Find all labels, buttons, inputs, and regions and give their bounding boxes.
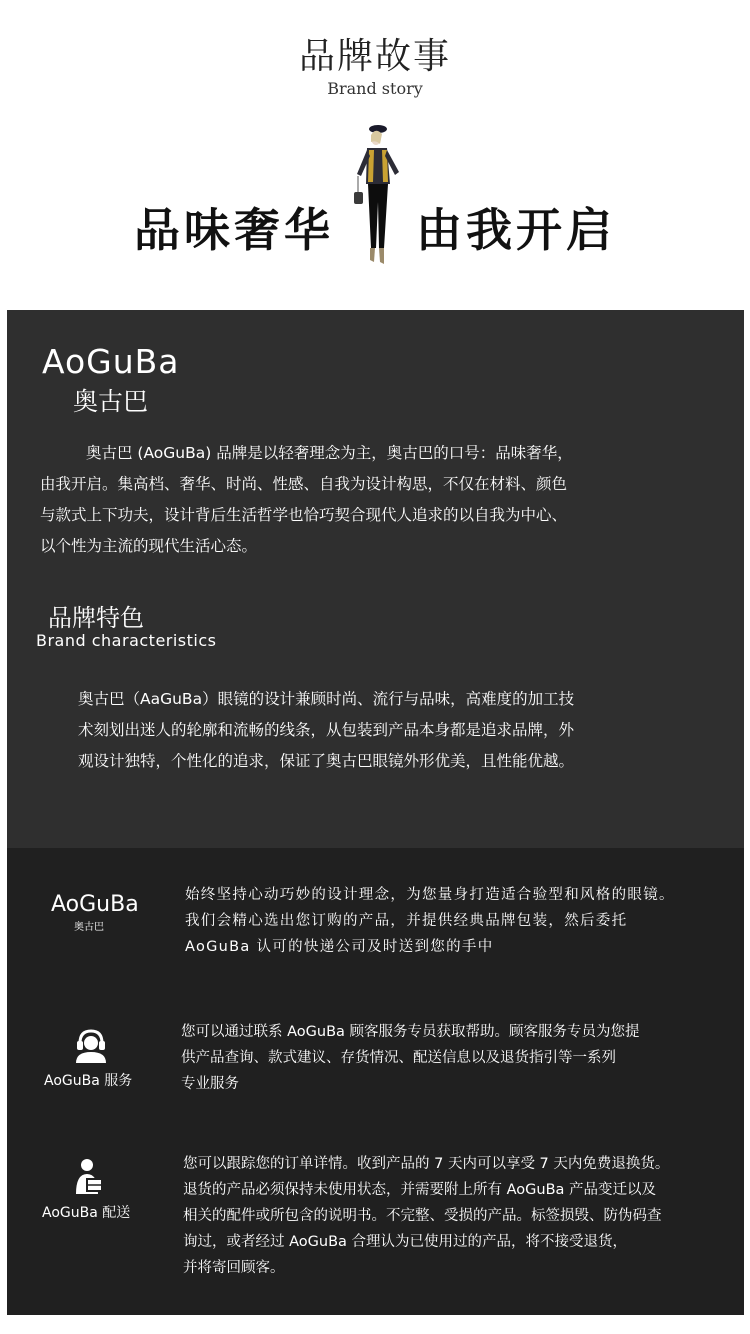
page-subtitle: Brand story [327,79,423,98]
text-line: 询过，或者经过 AoGuBa 合理认为已使用过的产品，将不接受退货， [183,1234,628,1250]
text-line: 并将寄回顾客。 [183,1260,285,1276]
brand-story-header [0,0,750,310]
text-line: 始终坚持心动巧妙的设计理念，为您量身打造适合验型和风格的眼镜。 [185,887,675,903]
design-promise-text [185,882,675,960]
brand-features-paragraph [78,684,698,777]
text-line: AoGuBa 认可的快递公司及时送到您的手中 [185,939,494,955]
feature-line: 奥古巴（AaGuBa）眼镜的设计兼顾时尚、流行与品味，高难度的加工技 [78,690,575,708]
brand-logo-en: AoGuBa [51,892,139,917]
text-line: 我们会精心选出您订购的产品，并提供经典品牌包装，然后委托 [185,913,628,929]
intro-line: 奥古巴 (AoGuBa) 品牌是以轻奢理念为主，奥古巴的口号：品味奢华， [86,444,573,462]
slogan-left: 品味奢华 [134,203,334,257]
delivery-return-text [183,1151,669,1281]
section-title-en: Brand characteristics [36,631,217,650]
section-title-cn: 品牌特色 [48,604,144,632]
intro-line: 以个性为主流的现代生活心态。 [40,537,258,555]
customer-service-text [181,1019,640,1097]
feature-line: 观设计独特，个性化的追求，保证了奥古巴眼镜外形优美，且性能优越。 [78,752,575,770]
intro-line: 与款式上下功夫，设计背后生活哲学也恰巧契合现代人追求的以自我为中心、 [40,506,568,524]
slogan-right: 由我开启 [416,203,616,257]
brand-name-cn: 奥古巴 [73,387,149,416]
brand-name-en: AoGuBa [42,342,180,381]
text-line: 您可以通过联系 AoGuBa 顾客服务专员获取帮助。顾客服务专员为您提 [181,1024,640,1040]
text-line: 相关的配件或所包含的说明书。不完整、受损的产品。标签损毁、防伪码查 [183,1208,662,1224]
service-section [7,848,744,1315]
delivery-label: AoGuBa 配送 [42,1205,131,1221]
service-label: AoGuBa 服务 [44,1073,133,1089]
page-title: 品牌故事 [298,36,451,77]
brand-intro-paragraph [40,438,680,562]
text-line: 专业服务 [181,1076,239,1092]
delivery-person-icon [73,1158,105,1194]
text-line: 供产品查询、款式建议、存货情况、配送信息以及退货指引等一系列 [181,1050,616,1066]
text-line: 退货的产品必须保持未使用状态，并需要附上所有 AoGuBa 产品变迁以及 [183,1182,657,1198]
feature-line: 术刻划出迷人的轮廓和流畅的线条，从包装到产品本身都是追求品牌，外 [78,721,575,739]
brand-story-section [7,310,744,848]
text-line: 您可以跟踪您的订单详情。收到产品的 7 天内可以享受 7 天内免费退换货。 [183,1156,670,1172]
brand-logo-cn: 奥古巴 [74,922,104,933]
fashion-model-illustration [343,122,413,268]
intro-line: 由我开启。集高档、奢华、时尚、性感、自我为设计构思，不仅在材料、颜色 [40,475,568,493]
customer-service-headset-icon [73,1027,109,1063]
